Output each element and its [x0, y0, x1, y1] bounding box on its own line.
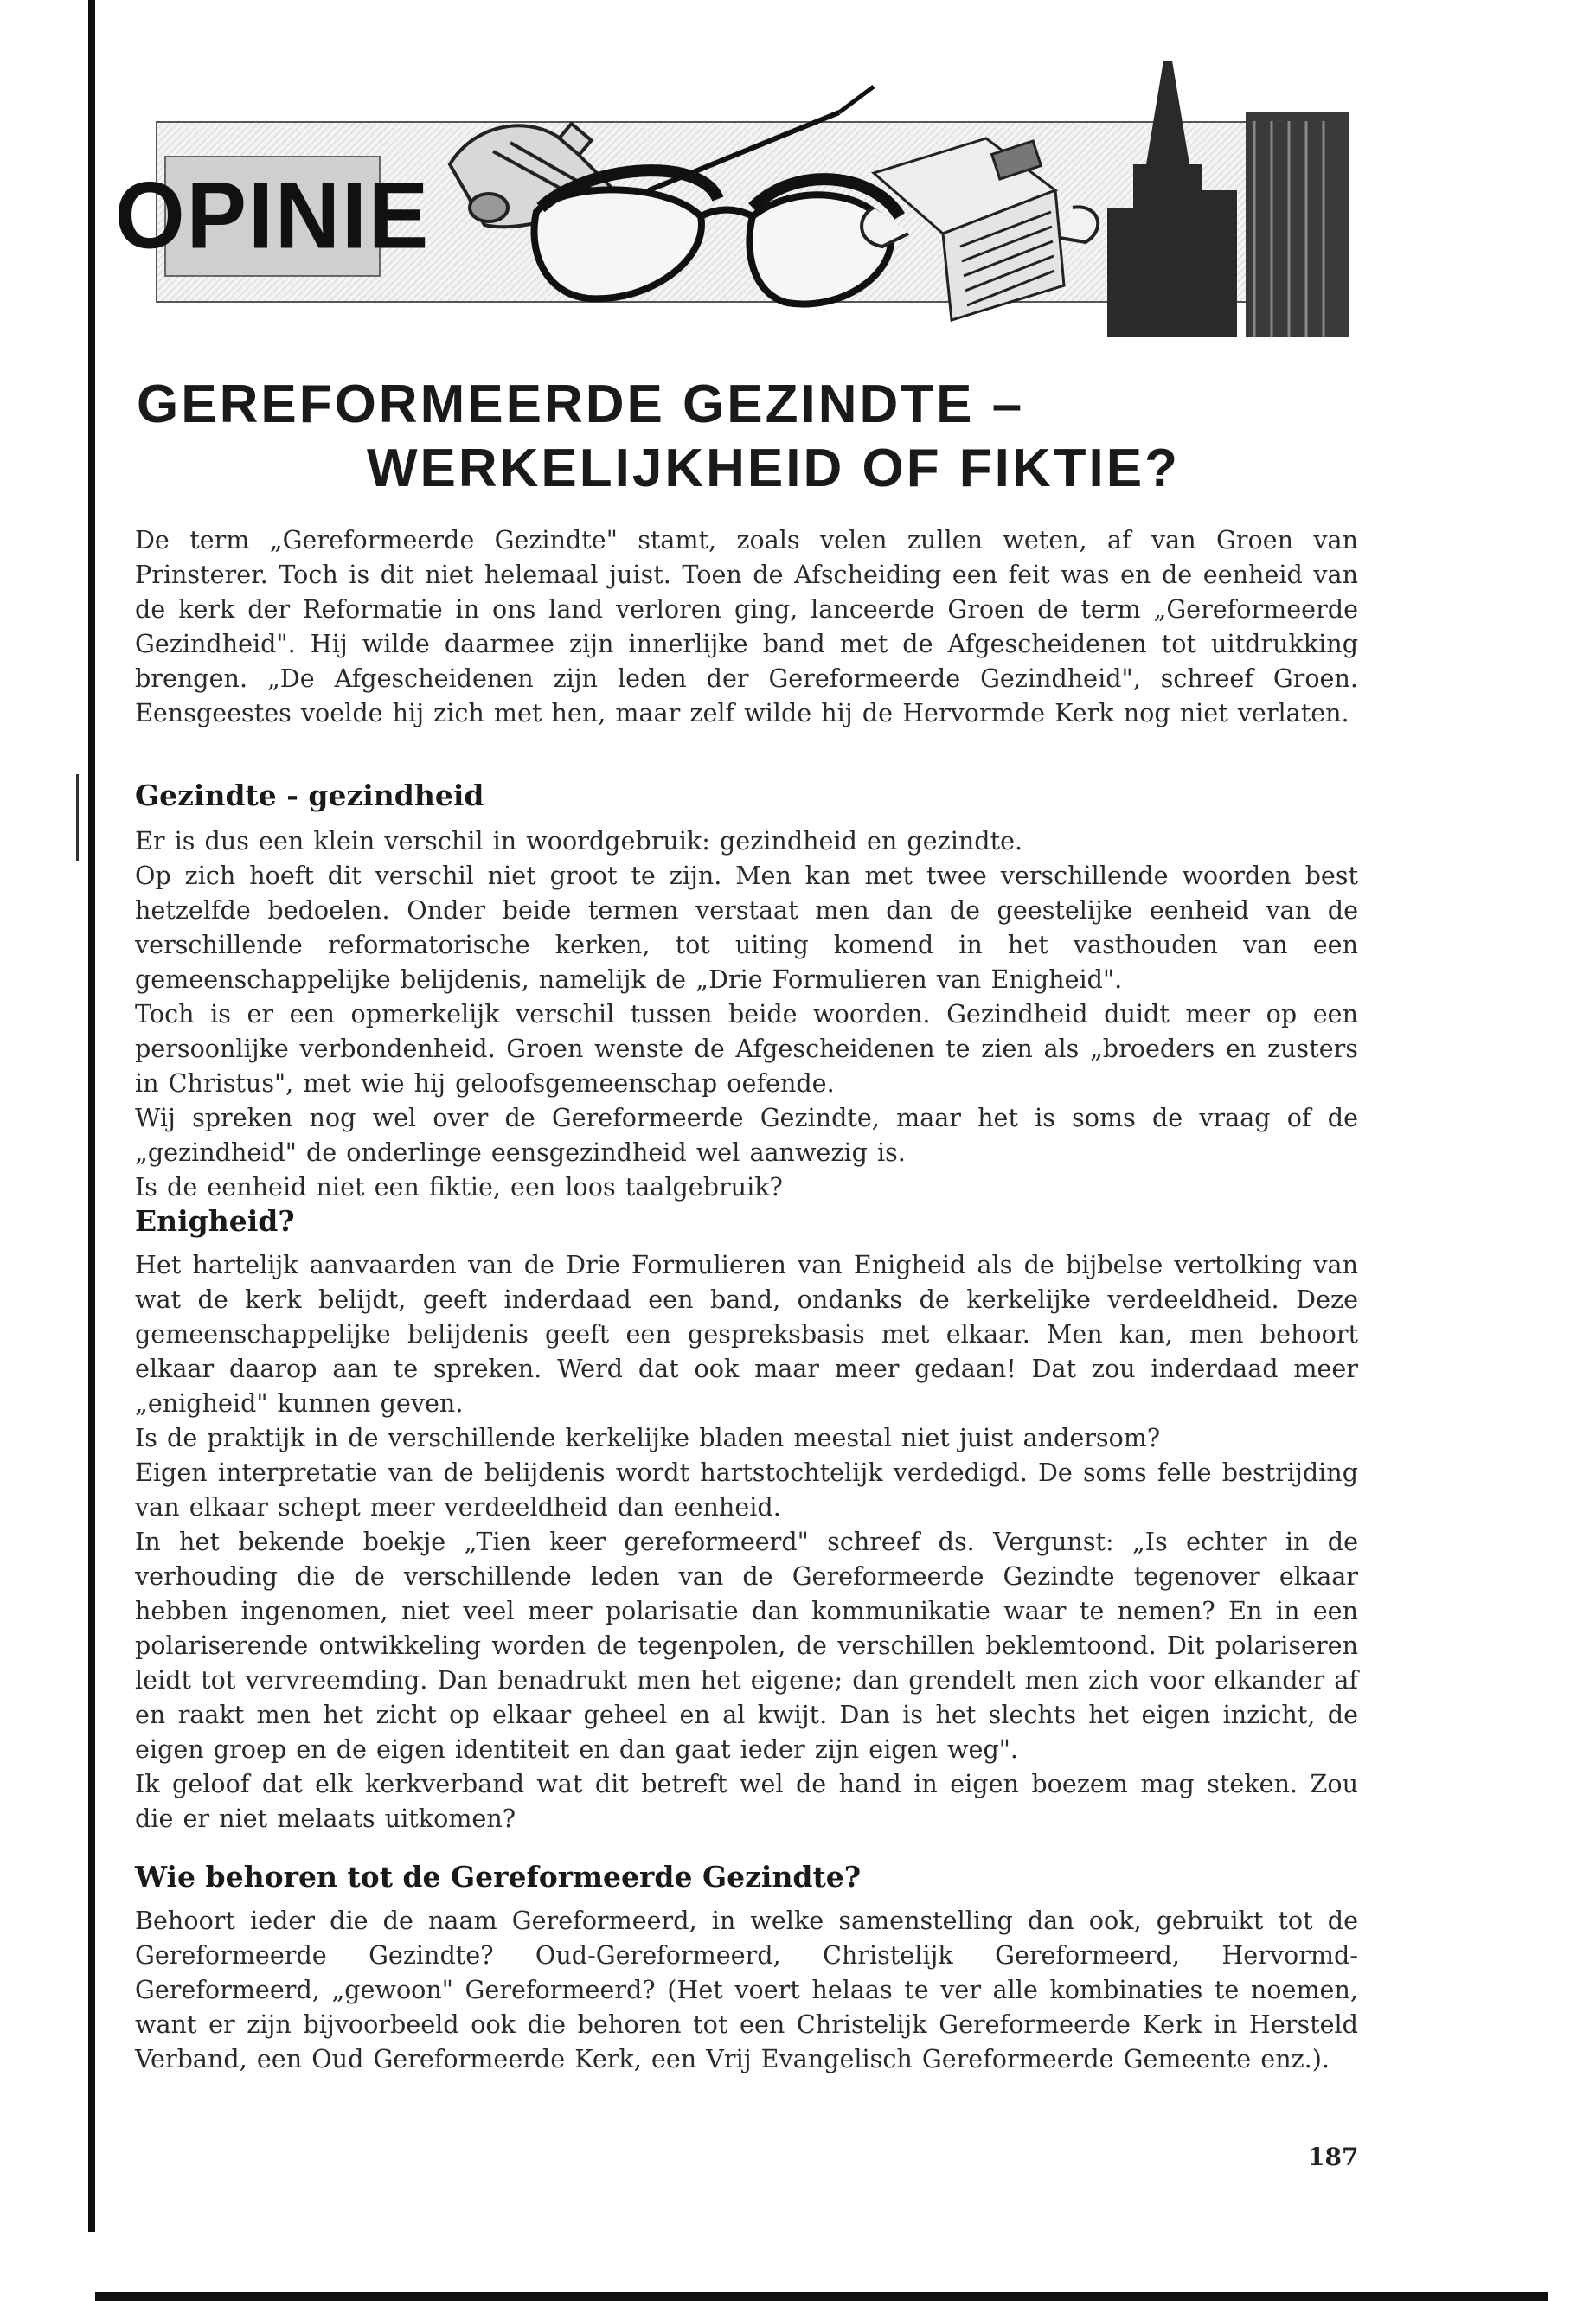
scan-edge-bottom	[95, 2292, 1548, 2301]
paragraph: Ik geloof dat elk kerkverband wat dit betreft wel de hand in eigen boezem mag steken. Zou die er niet melaats uitkomen?	[135, 1769, 1358, 1833]
page-number: 187	[1308, 2143, 1359, 2171]
opinie-label-box	[114, 156, 431, 277]
opinie-label: OPINIE	[114, 163, 431, 269]
paragraph: Er is dus een klein verschil in woordgebruik: gezindheid en gezindte.	[135, 826, 1023, 856]
paragraph: Op zich hoeft dit verschil niet groot te zijn. Men kan met twee verschillende woorden best hetzelfde bedoelen. Onder beide termen verstaat men dan de geestelijke eenheid van de verschillende reformatorische kerken, tot uiting komend in het vasthouden van een gemeenschappelijke belijdenis, namelijk de „Drie Formulieren van Enigheid".	[135, 861, 1358, 994]
church-tower-icon	[1107, 61, 1349, 337]
section-heading-wie-behoren: Wie behoren tot de Gereformeerde Gezindte?	[135, 1860, 862, 1894]
paragraph: Het hartelijk aanvaarden van de Drie Formulieren van Enigheid als de bijbelse vertolking van wat de kerk belijdt, geeft inderdaad een band, ondanks de kerkelijke verdeeldheid. Deze gemeenschappelijke belijdenis geeft een gespreksbasis met elkaar. Men kan, men behoort elkaar daarop aan te spreken. Werd dat ook maar meer gedaan! Dat zou inderdaad meer „enigheid" kunnen geven.	[135, 1250, 1358, 1418]
header-illustration	[389, 61, 1349, 337]
paragraph: Behoort ieder die de naam Gereformeerd, in welke samenstelling dan ook, gebruikt tot de Gereformeerde Gezindte? Oud-Gereformeerd, Christelijk Gereformeerd, Hervormd-Gereformeerd, „gewoon" Gereformeerd? (Het voert helaas te ver alle kombinaties te noemen, want er zijn bijvoorbeeld ook die behoren tot een Christelijk Gereformeerde Kerk in Hersteld Verband, een Oud Gereformeerde Kerk, een Vrij Evangelisch Gereformeerde Gemeente enz.).	[135, 1906, 1358, 2073]
scan-edge-left	[88, 0, 95, 2232]
scan-margin-mark	[76, 774, 79, 861]
section-body-gezindte	[135, 824, 1358, 1204]
paragraph: Toch is er een opmerkelijk verschil tussen beide woorden. Gezindheid duidt meer op een persoonlijke verbondenheid. Groen wenste de Afgescheidenen te zien als „broeders en zusters in Christus", met wie hij geloofsgemeenschap oefende.	[135, 999, 1358, 1098]
paragraph: In het bekende boekje „Tien keer gereformeerd" schreef ds. Vergunst: „Is echter in de verhouding die de verschillende leden van de Gereformeerde Gezindte tegenover elkaar hebben ingenomen, niet veel meer polarisatie dan kommunikatie waar te nemen? En in een polariserende ontwikkeling worden de tegenpolen, de verschillen beklemtoond. Dit polariseren leidt tot vervreemding. Dan benadrukt men het eigene; dan grendelt men zich voor elkander af en raakt men het zicht op elkaar geheel en al kwijt. Dan is het slechts het eigen inzicht, de eigen groep en de eigen identiteit en dan gaat ieder zijn eigen weg".	[135, 1527, 1358, 1764]
section-body-enigheid	[135, 1247, 1358, 1836]
section-heading-gezindte: Gezindte - gezindheid	[135, 779, 484, 812]
paragraph: Wij spreken nog wel over de Gereformeerde Gezindte, maar het is soms de vraag of de „gezindheid" de onderlinge eensgezindheid wel aanwezig is.	[135, 1103, 1358, 1167]
paragraph: Is de praktijk in de verschillende kerkelijke bladen meestal niet juist andersom?	[135, 1423, 1161, 1452]
paragraph: Is de eenheid niet een fiktie, een loos taalgebruik?	[135, 1172, 783, 1202]
article-intro	[135, 522, 1358, 730]
opinie-header	[114, 61, 1349, 337]
intro-paragraph: De term „Gereformeerde Gezindte" stamt, zoals velen zullen weten, af van Groen van Prinsterer. Toch is dit niet helemaal juist. Toen de Afscheiding een feit was en de eenheid van de kerk der Reformatie in ons land verloren ging, lanceerde Groen de term „Gereformeerde Gezindheid". Hij wilde daarmee zijn innerlijke band met de Afgescheidenen tot uitdrukking brengen. „De Afgescheidenen zijn leden der Gereformeerde Gezindheid", schreef Groen. Eensgeestes voelde hij zich met hen, maar zelf wilde hij de Hervormde Kerk nog niet verlaten.	[135, 525, 1358, 727]
section-heading-enigheid: Enigheid?	[135, 1204, 295, 1238]
article-title-line-1: GEREFORMEERDE GEZINDTE –	[137, 375, 1025, 434]
article-title-line-2: WERKELIJKHEID OF FIKTIE?	[367, 439, 1180, 498]
glasses-icon	[535, 87, 901, 304]
section-body-wie-behoren	[135, 1903, 1358, 2076]
paragraph: Eigen interpretatie van de belijdenis wordt hartstochtelijk verdedigd. De soms felle bestrijding van elkaar schept meer verdeeldheid dan eenheid.	[135, 1458, 1358, 1522]
